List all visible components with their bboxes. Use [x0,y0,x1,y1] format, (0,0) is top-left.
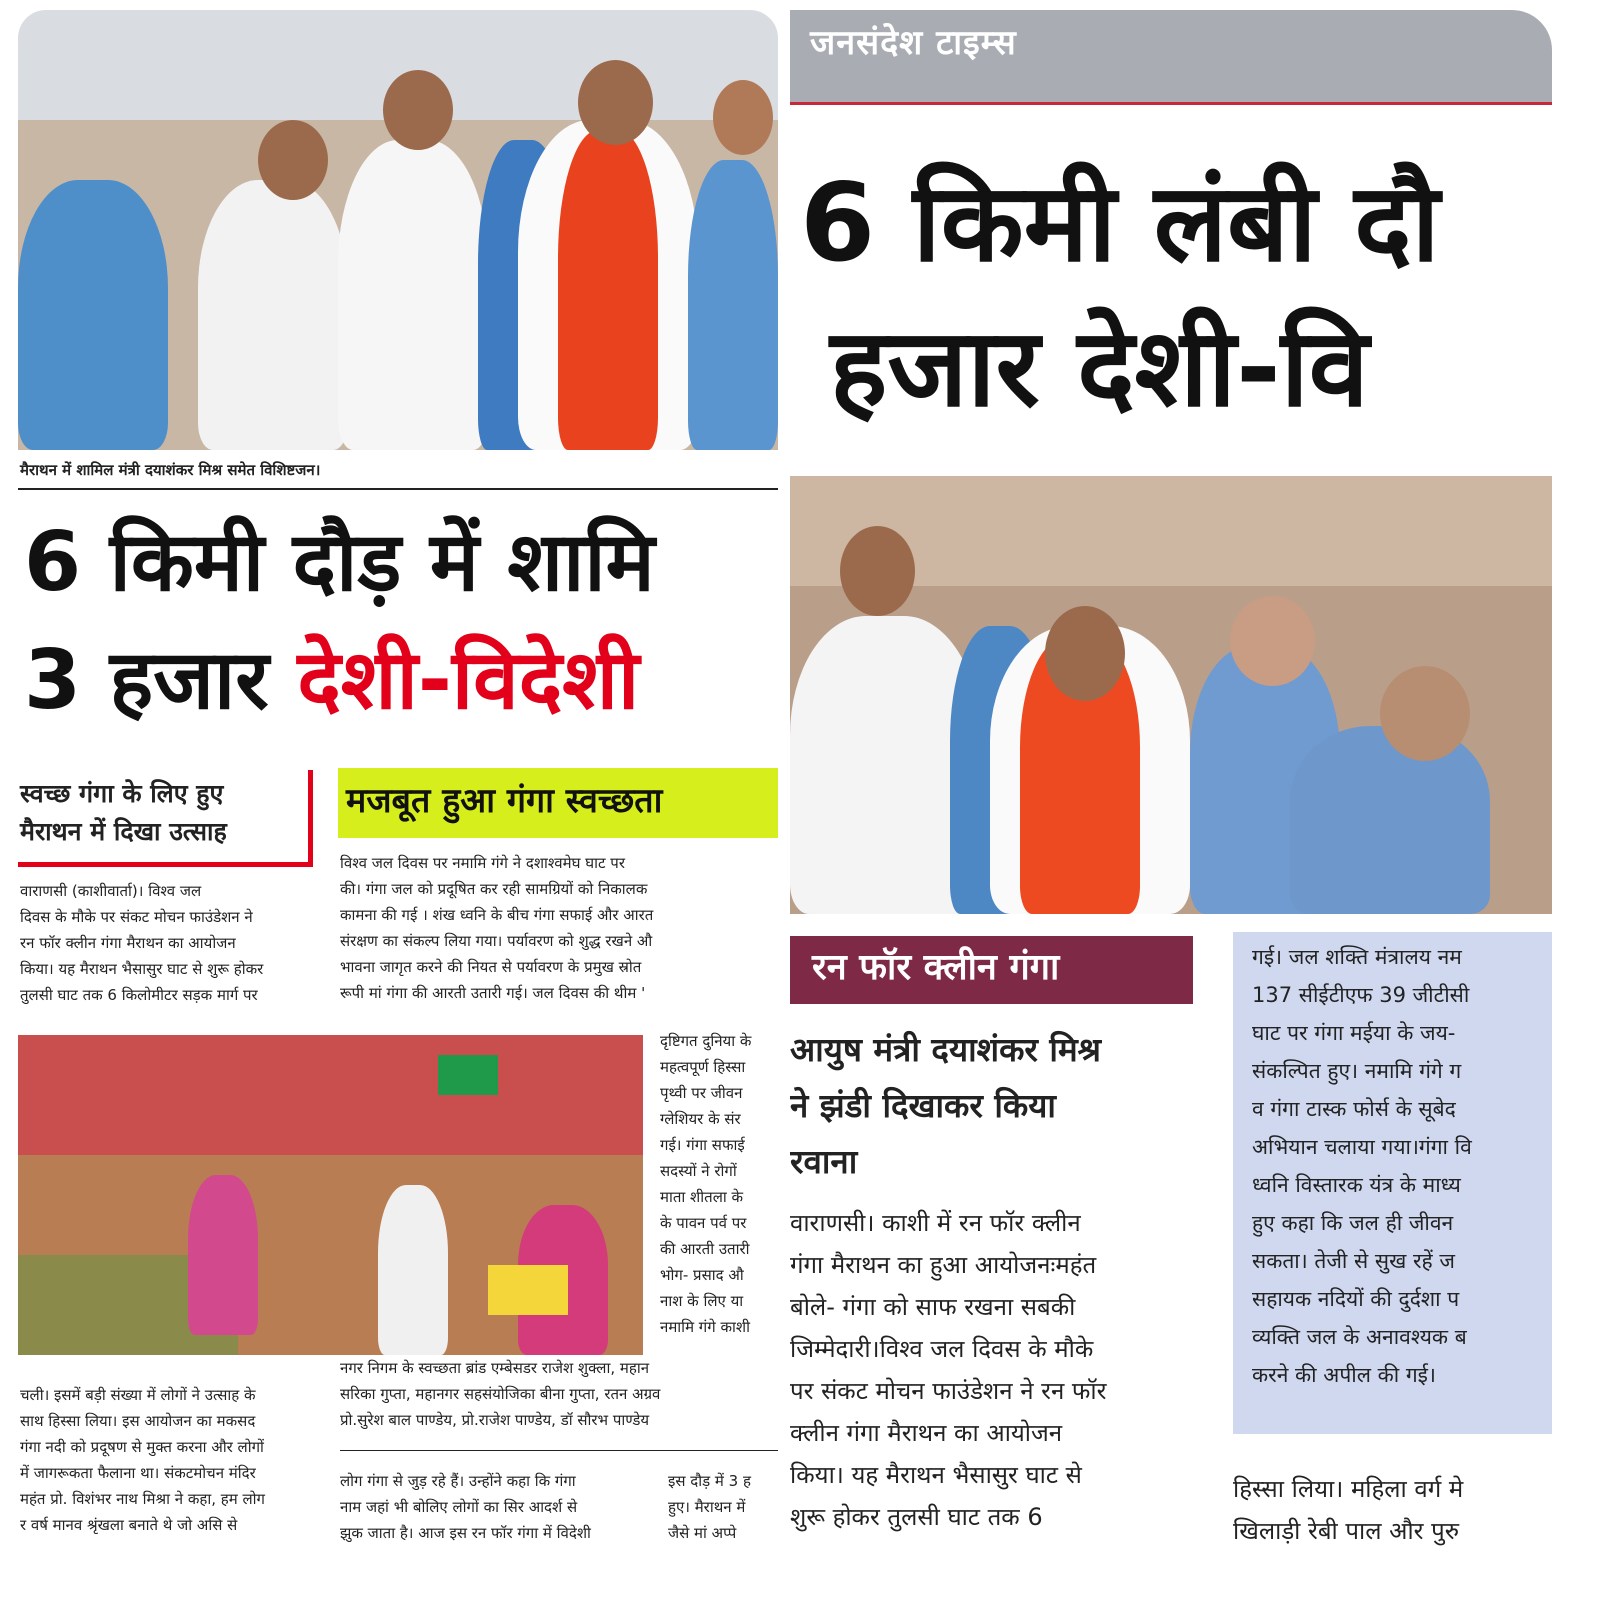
face [383,70,453,150]
crowd-region [18,1035,643,1155]
face [713,80,773,155]
face [258,120,328,200]
woman-figure [188,1175,258,1335]
headline-line-1: 6 किमी दौड़ में शामि [24,515,655,610]
headline-line-2: हजार देशी-वि [830,306,1369,431]
face [1380,666,1470,761]
face [1230,596,1315,686]
runner-figure [338,140,488,450]
headline-black-part: 3 हजार [24,633,298,728]
runner-figure [1290,726,1490,914]
article-body: वाराणसी। काशी में रन फॉर क्लीन गंगा मैराथन का हुआ आयोजनःमहंत बोले- गंगा को साफ रखना सबकी जिम्मेदारी।विश्व जल दिवस के मौके पर संकट मोचन फाउंडेशन ने रन फॉर क्लीन गंगा मैराथन का आयोजन किया। यह मैराथन भैसासुर घाट से शुरू होकर तुलसी घाट तक 6 [790,1209,1107,1531]
runner-figure [688,160,778,450]
column-2-top-text: विश्व जल दिवस पर नमामि गंगे ने दशाश्वमेघ घाट पर की। गंगा जल को प्रदूषित कर रही सामग्रियों को निकालक कामना की गई । शंख ध्वनि के बीच गंगा सफाई और आरत संरक्षण का संकल्प लिया गया। पर्यावरण को शुद्ध रखने औ भावना जागृत करने की नियत से पर्यावरण के प्रमुख स्रोत रूपी मां गंगा की आरती उतारी गई। जल दिवस की थीम ' [340,854,654,1002]
column-3-lower-text: इस दौड़ में 3 ह हुए। मैराथन में जैसे मां अप्पे [668,1472,751,1542]
photo-caption: मैराथन में शामिल मंत्री दयाशंकर मिश्र समेत विशिष्टजन। [20,461,321,479]
headline-red-part: देशी-विदेशी [297,633,640,728]
caption-divider [18,488,778,490]
bottom-right-text: हिस्सा लिया। महिला वर्ग मे खिलाड़ी रेबी पाल और पुरु [1233,1475,1464,1545]
headline-line-1: 6 किमी लंबी दौ [800,161,1440,286]
woman-figure [378,1185,448,1355]
masthead-rule [790,102,1552,105]
sub-heading: स्वच्छ गंगा के लिए हुए मैराथन में दिखा उत्साह [20,779,227,846]
headline-line-2 [24,633,640,728]
face [840,526,915,616]
side-column-text: दृष्टिगत दुनिया के महत्वपूर्ण हिस्सा पृथ्वी पर जीवन ग्लेशियर के संर गई। गंगा सफाई सदस्यों ने रोगों माता शीतला के के पावन पर्व पर की आरती उतारी भोग- प्रसाद औ नाश के लिए या नमामि गंगे काशी [660,1032,752,1336]
masthead-title: जनसंदेश टाइम्स [810,23,1017,63]
marathon-group-photo [18,10,778,450]
ghat-aarti-photo [18,1035,643,1355]
orange-scarf [558,130,658,450]
section-tag: रन फॉर क्लीन गंगा [812,947,1060,988]
section-divider [340,1450,778,1451]
flag [438,1055,498,1095]
runner-figure [18,180,168,450]
column-2-bottom-text: नगर निगम के स्वच्छता ब्रांड एम्बेसडर राजेश शुक्ला, महान सरिका गुप्ता, महानगर सहसंयोजिका बीना गुप्ता, रतन अग्रव प्रो.सुरेश बाल पाण्डेय, प्रो.राजेश पाण्डेय, डॉ सौरभ पाण्डेय [340,1359,661,1429]
runner-figure [198,180,348,450]
blue-box-text: गई। जल शक्ति मंत्रालय नम 137 सीईटीएफ 39 जीटीसी घाट पर गंगा मईया के जय- संकल्पित हुए। नमामि गंगे ग व गंगा टास्क फोर्स के सूबेद अभियान चलाया गया।गंगा वि ध्वनि विस्तारक यंत्र के माध्य हुए कहा कि जल ही जीवन सकता। तेजी से सुख रहें ज सहायक नदियों की दुर्दशा प व्यक्ति जल के अनावश्यक ब करने की अपील की गई। [1252,945,1472,1387]
deck-text: आयुष मंत्री दयाशंकर मिश्र ने झंडी दिखाकर किया रवाना [790,1030,1102,1181]
placard [488,1265,568,1315]
column-1-bottom-text: चली। इसमें बड़ी संख्या में लोगों ने उत्साह के साथ हिस्सा लिया। इस आयोजन का मकसद गंगा नदी को प्रदूषण से मुक्त करना और लोगों में जागरूकता फैलाना था। संकटमोचन मंदिर महंत प्रो. विशंभर नाथ मिश्रा ने कहा, हम लोग र वर्ष मानव श्रृंखला बनाते थे जो असि से [20,1386,265,1534]
marathon-leaders-photo [790,476,1552,914]
face [1045,606,1125,701]
yellow-subheading: मजबूत हुआ गंगा स्वच्छता [346,781,663,821]
face [578,60,653,145]
left-newspaper-clipping [18,10,778,1580]
column-2-lower-text: लोग गंगा से जुड़ रहे हैं। उन्होंने कहा कि गंगा नाम जहां भी बोलिए लोगों का सिर आदर्श से झुक जाता है। आज इस रन फॉर गंगा में विदेशी [340,1472,591,1542]
column-1-top-text: वाराणसी (काशीवार्ता)। विश्व जल दिवस के मौके पर संकट मोचन फाउंडेशन ने रन फॉर क्लीन गंगा मैराथन का आयोजन किया। यह मैराथन भैसासुर घाट से शुरू होकर तुलसी घाट तक 6 किलोमीटर सड़क मार्ग पर [20,882,264,1004]
right-newspaper-clipping [790,10,1552,1580]
